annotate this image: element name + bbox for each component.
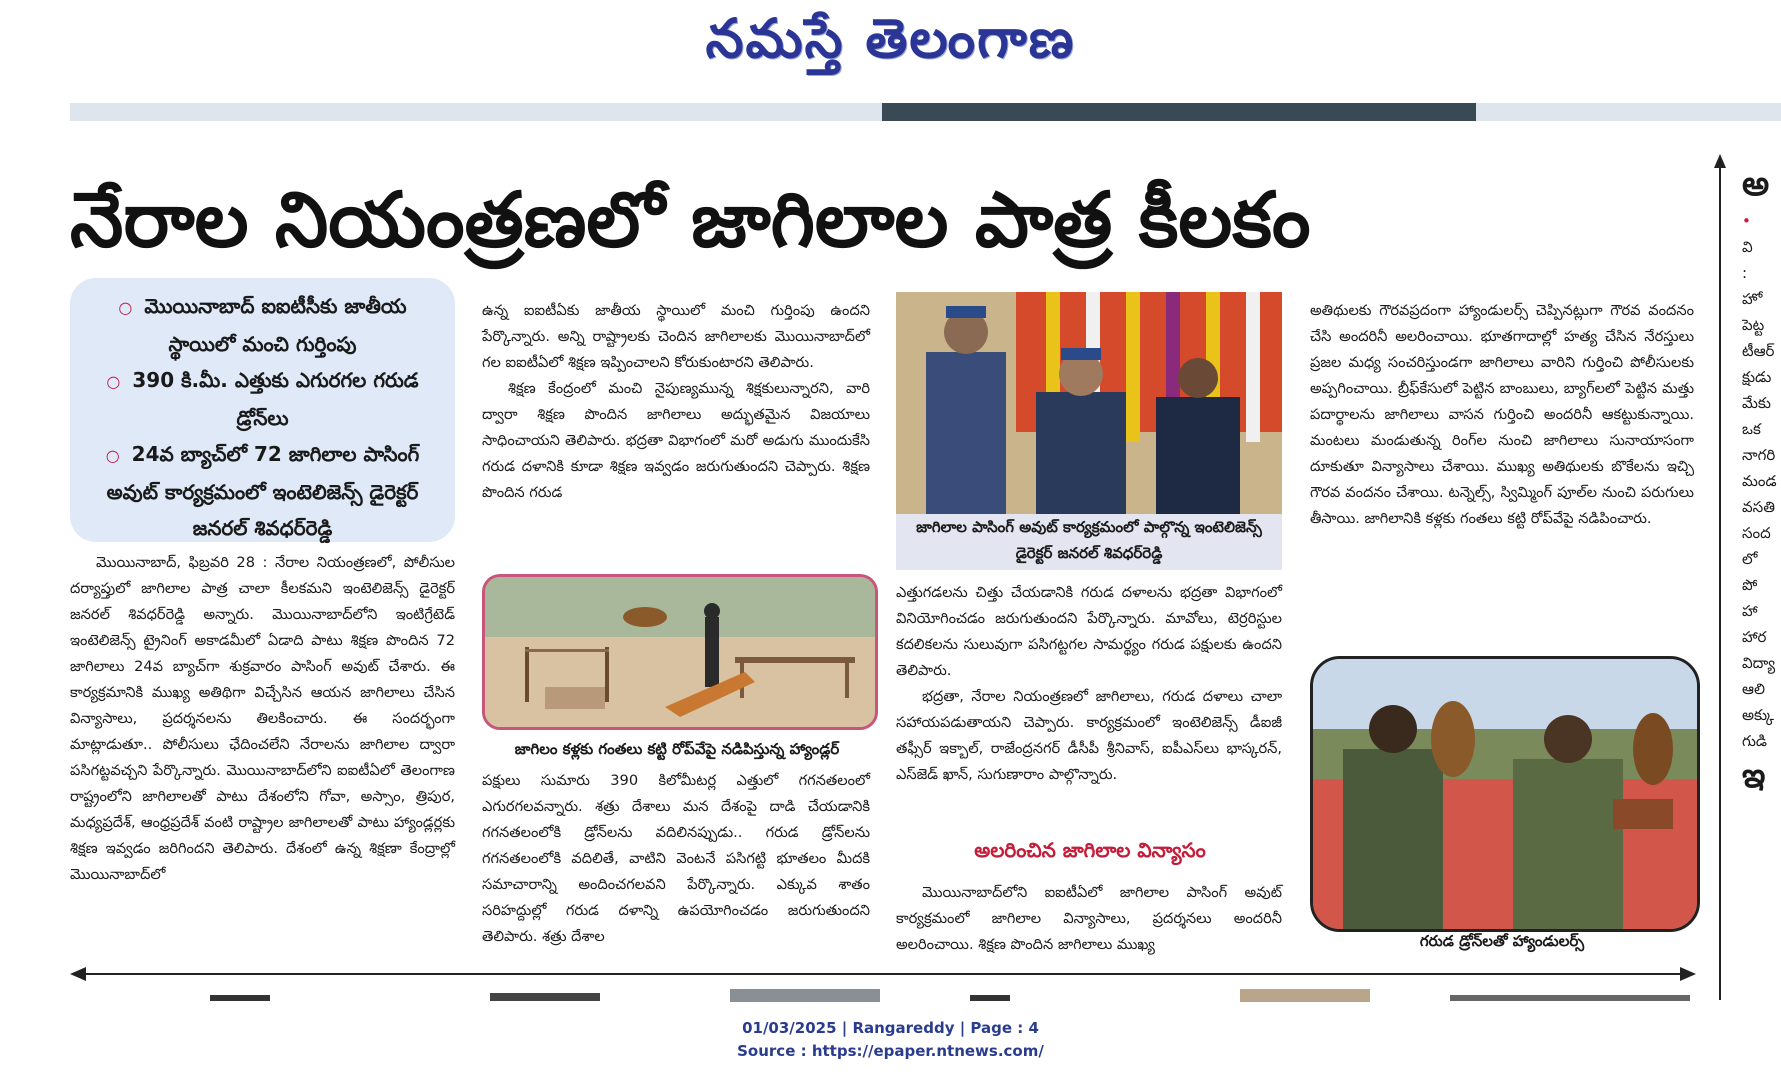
paragraph: పక్షులు సుమారు 390 కిలోమీటర్ల ఎత్తులో గగనతలంలో ఎగురగలవన్నారు. శత్రు దేశాలు మన దేశంపై దాడి చేయడానికి గగనతలంలోకి డ్రోన్‌లను వదిలినప్పుడు.. గరుడ డ్రోన్‌లను గగనతలంలోకి వదిలితే, వాటిని వెంటనే పసిగట్టి భూతలం మీదకి సమాచారాన్ని అందించగలవని పేర్కొన్నారు. ఎక్కువ శాతం సరిహద్దుల్లో గరుడ దళాన్ని ఉపయోగించడం జరుగుతుందని తెలిపారు. శత్రు దేశాల xyxy=(482,772,870,945)
dog-training-photo xyxy=(482,574,878,730)
bullet-icon: ○ xyxy=(118,298,133,317)
paragraph: భద్రతా, నేరాల నియంత్రణలో జాగిలాలు, గరుడ దళాలు చాలా సహాయపడుతాయని చెప్పారు. కార్యక్రమంలో ఇంటెలిజెన్స్ డీఐజీ తఫ్సీర్ ఇక్బాల్, రాజేంద్రనగర్ డీసీపీ శ్రీనివాస్, ఐపీఎస్‌లు భాస్కరన్, ఎస్‌జెడ్ ఖాన్, సుగుణారాం పాల్గొన్నారు. xyxy=(896,688,1282,783)
header-band-accent xyxy=(882,103,1476,121)
masthead xyxy=(0,0,1781,90)
highlights-box xyxy=(70,278,455,542)
article-column-4 xyxy=(1310,298,1694,532)
highlight-item: ○ మొయినాబాద్ ఐఐటీసీకు జాతీయ స్థాయిలో మంచి గుర్తింపు xyxy=(118,294,407,356)
highlight-item: ○ 24వ బ్యాచ్‌లో 72 జాగిలాల పాసింగ్ అవుట్ కార్యక్రమంలో ఇంటెలిజెన్స్ డైరెక్టర్ జనరల్ శివధర్‌రెడ్డి xyxy=(105,442,420,540)
newspaper-logo: నమస్తే తెలంగాణ xyxy=(705,6,1076,70)
cropped-next-article-strip xyxy=(70,988,1690,1002)
headline: నేరాల నియంత్రణలో జాగిలాల పాత్ర కీలకం xyxy=(70,175,1311,264)
eagle-photo-caption: గరుడ డ్రోన్‌లతో హ్యాండులర్స్ xyxy=(1419,932,1585,950)
edition-info: 01/03/2025 | Rangareddy | Page : 4 xyxy=(742,1019,1039,1037)
adjacent-article-fragment: అ • వి : హో పెట్ట టీఆర్ క్షుడు మేకు ఒక నాగరి మండ వసతి సంద లో పో హా హార విద్యా ఆలి అక్కు గుడి ఇ xyxy=(1742,164,1777,796)
paragraph: అతిథులకు గౌరవప్రదంగా హ్యాండులర్స్ చెప్పినట్లుగా గౌరవ వందనం చేసి అందరినీ అలరించాయి. భూతగాదాల్లో హత్య చేసిన నేరస్తులు ప్రజల మధ్య సంచరిస్తుండగా జాగిలాలు వారిని గుర్తించి పోలీసులకు అప్పగించాయి. బ్రీఫ్‌కేసులో పెట్టిన బాంబులు, బ్యాగ్‌లలో పెట్టిన మత్తు పదార్థాలను జాగిలాలు వాసన గుర్తించి అందరినీ ఆకట్టుకున్నాయి. మంటలు మండుతున్న రింగ్‌ల నుంచి జాగిలాలు సునాయాసంగా దూకుతూ విన్యాసాలు చేశాయి. ముఖ్య అతిథులకు బొకేలను ఇచ్చి గౌరవ వందనం చేశాయి. టన్నెల్స్, స్విమ్మింగ్ పూల్‌ల నుంచి పరుగులు తీసాయి. జాగిలానికి కళ్లకు గంతలు కట్టి రోప్‌వేపై నడిపించారు. xyxy=(1310,302,1694,527)
paragraph: శిక్షణ కేంద్రంలో మంచి నైపుణ్యమున్న శిక్షకులున్నారని, వారి ద్వారా శిక్షణ పొందిన జాగిలాలు అద్భుతమైన విజయాలు సాధించాయని తెలిపారు. భద్రతా విభాగంలో మరో అడుగు ముందుకేసి గరుడ దళానికి కూడా శిక్షణ ఇవ్వడం జరుగుతుందని చెప్పారు. శిక్షణ పొందిన గరుడ xyxy=(482,380,870,501)
photo-illustration xyxy=(896,292,1282,514)
paragraph: మొయినాబాద్‌లోని ఐఐటీఏలో జాగిలాల పాసింగ్ అవుట్ కార్యక్రమంలో జాగిలాల విన్యాసాలు, ప్రదర్శనలు అందరినీ అలరించాయి. శిక్షణ పొందిన జాగిలాలు ముఖ్య xyxy=(896,884,1282,953)
paragraph: మొయినాబాద్, ఫిబ్రవరి 28 : నేరాల నియంత్రణలో, పోలీసుల దర్యాప్తులో జాగిలాల పాత్ర చాలా కీలకమని ఇంటెలిజెన్స్ డైరెక్టర్ జనరల్ శివధర్‌రెడ్డి అన్నారు. మొయినాబాద్‌లోని ఇంటిగ్రేటెడ్ ఇంటెలిజెన్స్ ట్రైనింగ్ అకాడమీలో ఏడాది పాటు శిక్షణ పొందిన 72 జాగిలాలు 24వ బ్యాచ్‌గా శుక్రవారం పాసింగ్ అవుట్ చేశారు. ఈ కార్యక్రమానికి ముఖ్య అతిథిగా విచ్చేసిన ఆయన జాగిలాలు చేసిన విన్యాసాలు, ప్రదర్శనలను తిలకించారు. ఈ సందర్భంగా మాట్లాడుతూ.. పోలీసులు ఛేదించలేని నేరాలను జాగిలాల ద్వారా పసిగట్టవచ్చని పేర్కొన్నారు. మొయినాబాద్‌లోని ఐఐటీఏలో తెలంగాణ రాష్ట్రంలోని జాగిలాలతో పాటు దేశంలోని గోవా, అస్సాం, త్రిపుర, మధ్యప్రదేశ్, ఆంధ్రప్రదేశ్ వంటి రాష్ట్రాల జాగిలాలతో పాటు హ్యాండ్లర్లకు శిక్షణ ఇవ్వడం జరిగిందని తెలిపారు. దేశంలో ఉన్న శిక్షణా కేంద్రాల్లో మొయినాబాద్‌లో xyxy=(70,554,455,883)
article-column-2-bottom xyxy=(482,768,870,950)
source-link[interactable]: Source : https://epaper.ntnews.com/ xyxy=(737,1042,1044,1060)
dog-photo-caption: జాగిలం కళ్లకు గంతలు కట్టి రోప్‌వేపై నడిపిస్తున్న హ్యాండ్లర్ xyxy=(514,740,840,758)
officials-photo-caption: జాగిలాల పాసింగ్ అవుట్ కార్యక్రమంలో పాల్గొన్న ఇంటెలిజెన్స్ డైరెక్టర్ జనరల్ శివధర్‌రెడ్డి xyxy=(896,514,1282,570)
article-column-3 xyxy=(896,580,1282,788)
article-column-1 xyxy=(70,550,455,888)
cropped-strip-illustration xyxy=(70,989,1690,1002)
page-rule xyxy=(80,973,1684,975)
photo-illustration xyxy=(485,577,875,727)
photo-illustration xyxy=(1313,659,1697,929)
highlight-item: ○ 390 కి.మీ. ఎత్తుకు ఎగురగల గరుడ డ్రోన్‌లు xyxy=(106,368,419,430)
paragraph: ఎత్తుగడలను చిత్తు చేయడానికి గరుడ దళాలను భద్రతా విభాగంలో వినియోగించడం జరుగుతుందని పేర్కొన్నారు. మావోలు, టెర్రరిస్టుల కదలికలను సులువుగా పసిగట్టగల సామర్థ్యం గరుడ పక్షులకు ఉందని తెలిపారు. xyxy=(896,584,1282,679)
bullet-icon: ○ xyxy=(106,372,121,391)
bullet-icon: ○ xyxy=(105,446,120,465)
subheading: అలరించిన జాగిలాల విన్యాసం xyxy=(974,838,1206,862)
article-column-3-bottom xyxy=(896,880,1282,958)
column-divider xyxy=(1719,166,1721,1000)
paragraph: ఉన్న ఐఐటీఏకు జాతీయ స్థాయిలో మంచి గుర్తింపు ఉందని పేర్కొన్నారు. అన్ని రాష్ట్రాలకు చెందిన జాగిలాలకు మొయినాబాద్‌లో గల ఐఐటీఏలో శిక్షణ ఇప్పించాలని కోరుకుంటారని తెలిపారు. xyxy=(482,302,870,371)
article-column-2-top xyxy=(482,298,870,506)
eagle-handlers-photo xyxy=(1310,656,1700,932)
officials-photo xyxy=(896,292,1282,514)
arrow-right-icon xyxy=(1680,967,1696,981)
